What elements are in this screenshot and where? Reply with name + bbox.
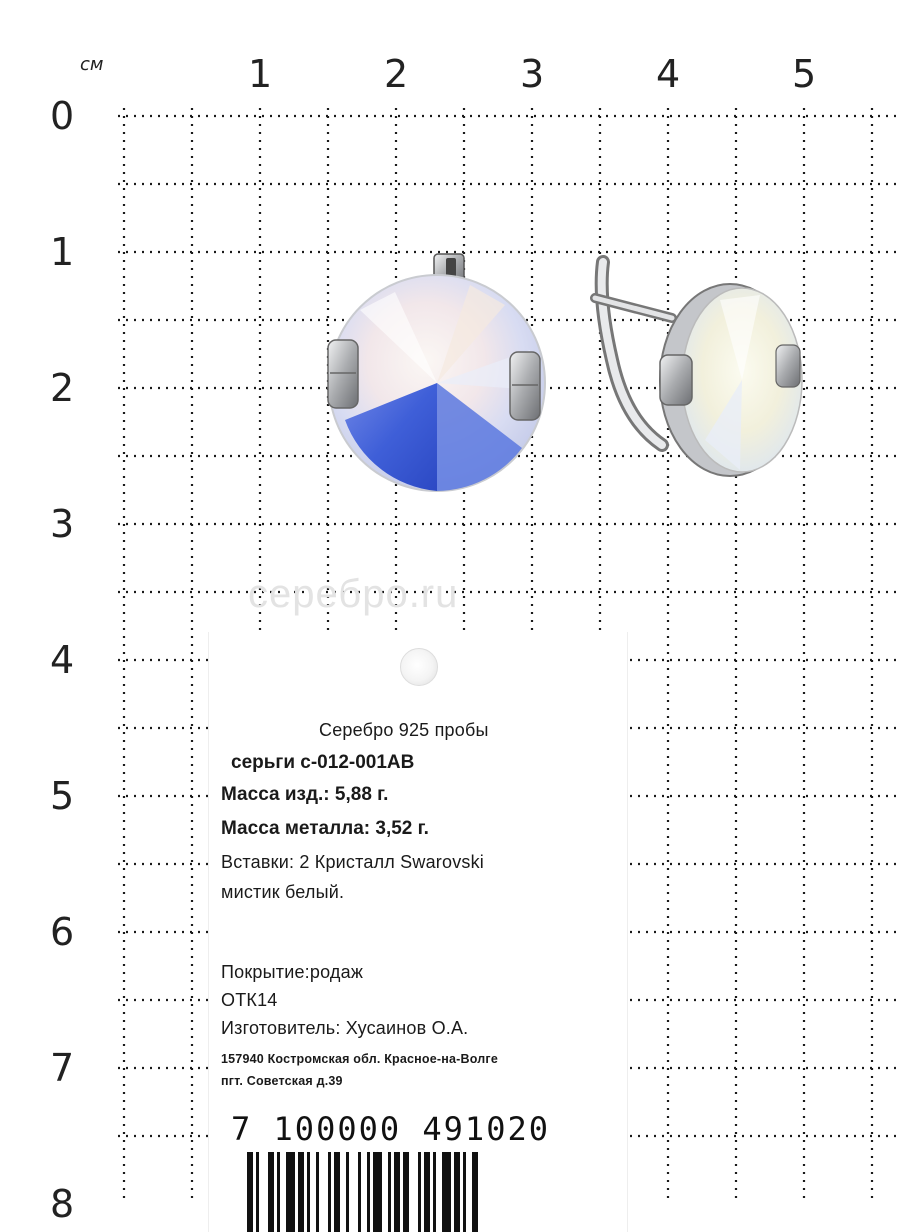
tag-mass-item: Масса изд.: 5,88 г. (221, 784, 389, 805)
barcode-bar (394, 1152, 400, 1232)
barcode-bar (403, 1152, 409, 1232)
ruler-row-label: 6 (50, 910, 75, 954)
tag-inserts-line1: Вставки: 2 Кристалл Swarovski (221, 852, 484, 872)
tag-inserts-line2: мистик белый. (221, 882, 345, 902)
ruler-column-label: 5 (792, 52, 817, 96)
barcode-bar (256, 1152, 259, 1232)
ruler-row-label: 0 (50, 94, 75, 138)
tag-coating: Покрытие:родаж (221, 962, 364, 982)
ruler-row-label: 7 (50, 1046, 75, 1090)
barcode-bar (316, 1152, 319, 1232)
barcode-bar (433, 1152, 436, 1232)
barcode-bar (268, 1152, 274, 1232)
ruler-column-label: 1 (248, 52, 273, 96)
ruler-row-label: 1 (50, 230, 75, 274)
barcode-bar (472, 1152, 478, 1232)
tag-address-line1: 157940 Костромская обл. Красное-на-Волге (221, 1052, 498, 1066)
barcode (247, 1152, 587, 1232)
barcode-bar (373, 1152, 382, 1232)
ruler-row-label: 8 (50, 1182, 75, 1226)
tag-silver-grade: Серебро 925 пробы (319, 720, 489, 740)
tag-article: серьги с-012-001АВ (231, 752, 415, 773)
ruler-column-label: 4 (656, 52, 681, 96)
barcode-bar (286, 1152, 295, 1232)
ruler-row-label: 5 (50, 774, 75, 818)
earring-front-view (328, 254, 545, 491)
earring-side-view (595, 262, 802, 476)
ruler-column-label: 2 (384, 52, 409, 96)
barcode-bar (367, 1152, 370, 1232)
barcode-bar (277, 1152, 280, 1232)
barcode-bar (247, 1152, 253, 1232)
barcode-bar (307, 1152, 310, 1232)
ruler-unit: см (80, 54, 104, 75)
barcode-bar (454, 1152, 460, 1232)
barcode-bar (328, 1152, 331, 1232)
tag-otk: ОТК14 (221, 990, 278, 1010)
barcode-number: 7 100000 491020 (231, 1110, 550, 1148)
tag-manufacturer: Изготовитель: Хусаинов О.А. (221, 1018, 469, 1038)
ruler-row-label: 2 (50, 366, 75, 410)
watermark-text: серебро.ru (248, 572, 459, 616)
barcode-bar (388, 1152, 391, 1232)
barcode-bar (358, 1152, 361, 1232)
ruler-row-label: 3 (50, 502, 75, 546)
barcode-bar (346, 1152, 349, 1232)
ruler-column-label: 3 (520, 52, 545, 96)
tag-mass-metal: Масса металла: 3,52 г. (221, 818, 429, 839)
barcode-bar (442, 1152, 451, 1232)
tag-hole (400, 648, 438, 686)
ruler-row-label: 4 (50, 638, 75, 682)
barcode-bar (463, 1152, 466, 1232)
barcode-bar (334, 1152, 340, 1232)
barcode-bar (418, 1152, 421, 1232)
price-tag (208, 632, 628, 1232)
tag-address-line2: пгт. Советская д.39 (221, 1074, 343, 1088)
barcode-bar (298, 1152, 304, 1232)
barcode-bar (424, 1152, 430, 1232)
